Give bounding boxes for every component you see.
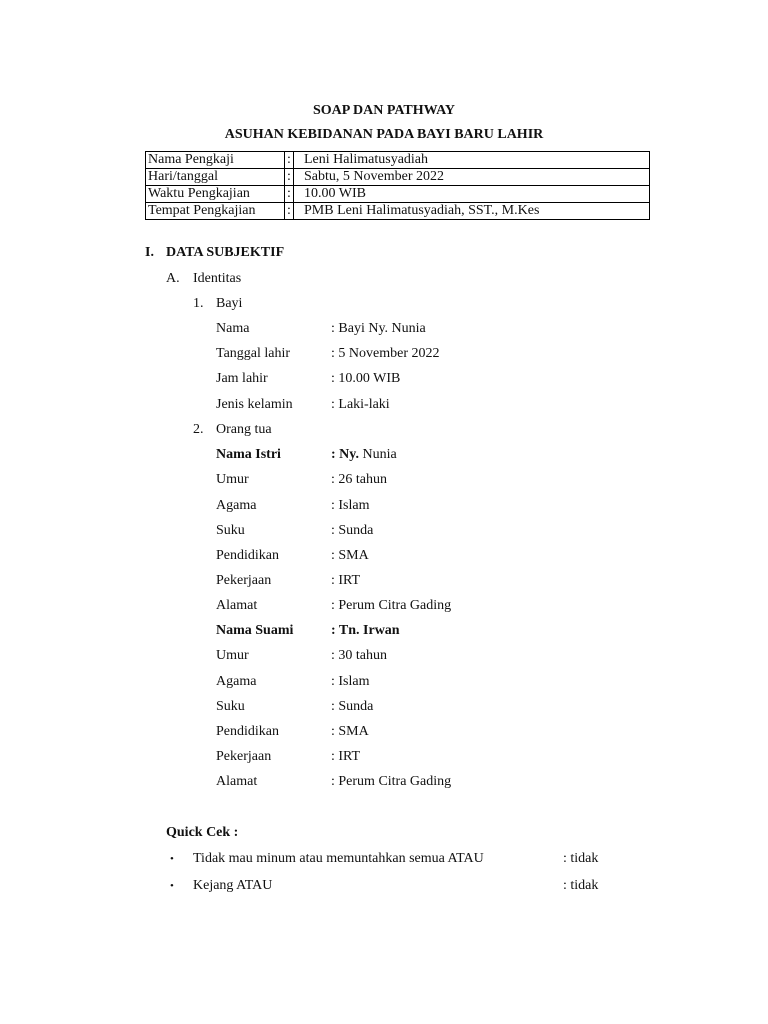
orangtua-heading: Orang tua — [216, 422, 272, 437]
bayi-field-label: Nama — [216, 321, 250, 336]
info-row — [146, 203, 650, 220]
suami-name-value: : Tn. Irwan — [331, 623, 400, 638]
suami-field-label: Umur — [216, 648, 249, 663]
suami-field-value: : Perum Citra Gading — [331, 774, 452, 789]
suami-field-label: Agama — [216, 674, 257, 689]
section-number: I. — [145, 245, 154, 260]
istri-field-label: Agama — [216, 498, 257, 513]
suami-field-value: : Sunda — [331, 699, 374, 714]
istri-field-label: Alamat — [216, 598, 258, 613]
quick-cek-item-text: Tidak mau minum atau memuntahkan semua ATAU — [193, 851, 484, 866]
suami-name-label: Nama Suami — [216, 623, 294, 638]
suami-field-label: Alamat — [216, 774, 258, 789]
bayi-field-value: : Laki-laki — [331, 397, 390, 412]
suami-field-label: Suku — [216, 699, 245, 714]
istri-field-value: : IRT — [331, 573, 361, 588]
istri-field-value: : Islam — [331, 498, 370, 513]
quick-cek-item-answer: : tidak — [563, 878, 599, 893]
bayi-field-value: : Bayi Ny. Nunia — [331, 321, 426, 336]
section-title: DATA SUBJEKTIF — [166, 245, 285, 260]
info-value: PMB Leni Halimatusyadiah, SST., M.Kes — [294, 203, 650, 220]
istri-name-label: Nama Istri — [216, 447, 281, 462]
bayi-field-value: : 5 November 2022 — [331, 346, 440, 361]
suami-field-value: : 30 tahun — [331, 648, 387, 663]
document-title: SOAP DAN PATHWAY — [312, 103, 456, 118]
info-separator: : — [285, 169, 294, 186]
bullet-icon: • — [170, 853, 174, 865]
suami-field-value: : IRT — [331, 749, 361, 764]
istri-title: : Ny. — [331, 447, 359, 462]
info-row — [146, 152, 650, 169]
info-label: Hari/tanggal — [146, 169, 285, 186]
info-separator: : — [285, 186, 294, 203]
istri-field-value: : Perum Citra Gading — [331, 598, 452, 613]
bayi-field-label: Jenis kelamin — [216, 397, 293, 412]
istri-name: Nunia — [359, 447, 397, 462]
suami-field-label: Pekerjaan — [216, 749, 272, 764]
bayi-field-value: : 10.00 WIB — [331, 371, 401, 386]
bayi-number: 1. — [193, 296, 204, 311]
info-value: 10.00 WIB — [294, 186, 650, 203]
subsection-title: Identitas — [193, 271, 242, 286]
info-separator: : — [285, 203, 294, 220]
info-label: Nama Pengkaji — [146, 152, 285, 169]
bayi-heading: Bayi — [216, 296, 243, 311]
info-row — [146, 169, 650, 186]
istri-field-label: Pekerjaan — [216, 573, 272, 588]
bayi-field-label: Jam lahir — [216, 371, 268, 386]
quick-cek-item-text: Kejang ATAU — [193, 878, 273, 893]
istri-field-label: Pendidikan — [216, 548, 279, 563]
info-row — [146, 186, 650, 203]
info-table — [145, 151, 650, 220]
istri-field-value: : 26 tahun — [331, 472, 387, 487]
info-label: Waktu Pengkajian — [146, 186, 285, 203]
suami-field-label: Pendidikan — [216, 724, 279, 739]
info-separator: : — [285, 152, 294, 169]
istri-field-value: : Sunda — [331, 523, 374, 538]
info-value: Sabtu, 5 November 2022 — [294, 169, 650, 186]
bullet-icon: • — [170, 880, 174, 892]
info-value: Leni Halimatusyadiah — [294, 152, 650, 169]
suami-field-value: : SMA — [331, 724, 369, 739]
subsection-letter: A. — [166, 271, 180, 286]
istri-field-label: Umur — [216, 472, 249, 487]
quick-cek-title: Quick Cek : — [166, 825, 239, 840]
bayi-field-label: Tanggal lahir — [216, 346, 291, 361]
orangtua-number: 2. — [193, 422, 204, 437]
info-label: Tempat Pengkajian — [146, 203, 285, 220]
istri-field-label: Suku — [216, 523, 245, 538]
document-subtitle: ASUHAN KEBIDANAN PADA BAYI BARU LAHIR — [224, 127, 544, 142]
istri-name-value — [331, 446, 397, 464]
suami-field-value: : Islam — [331, 674, 370, 689]
quick-cek-item-answer: : tidak — [563, 851, 599, 866]
istri-field-value: : SMA — [331, 548, 369, 563]
